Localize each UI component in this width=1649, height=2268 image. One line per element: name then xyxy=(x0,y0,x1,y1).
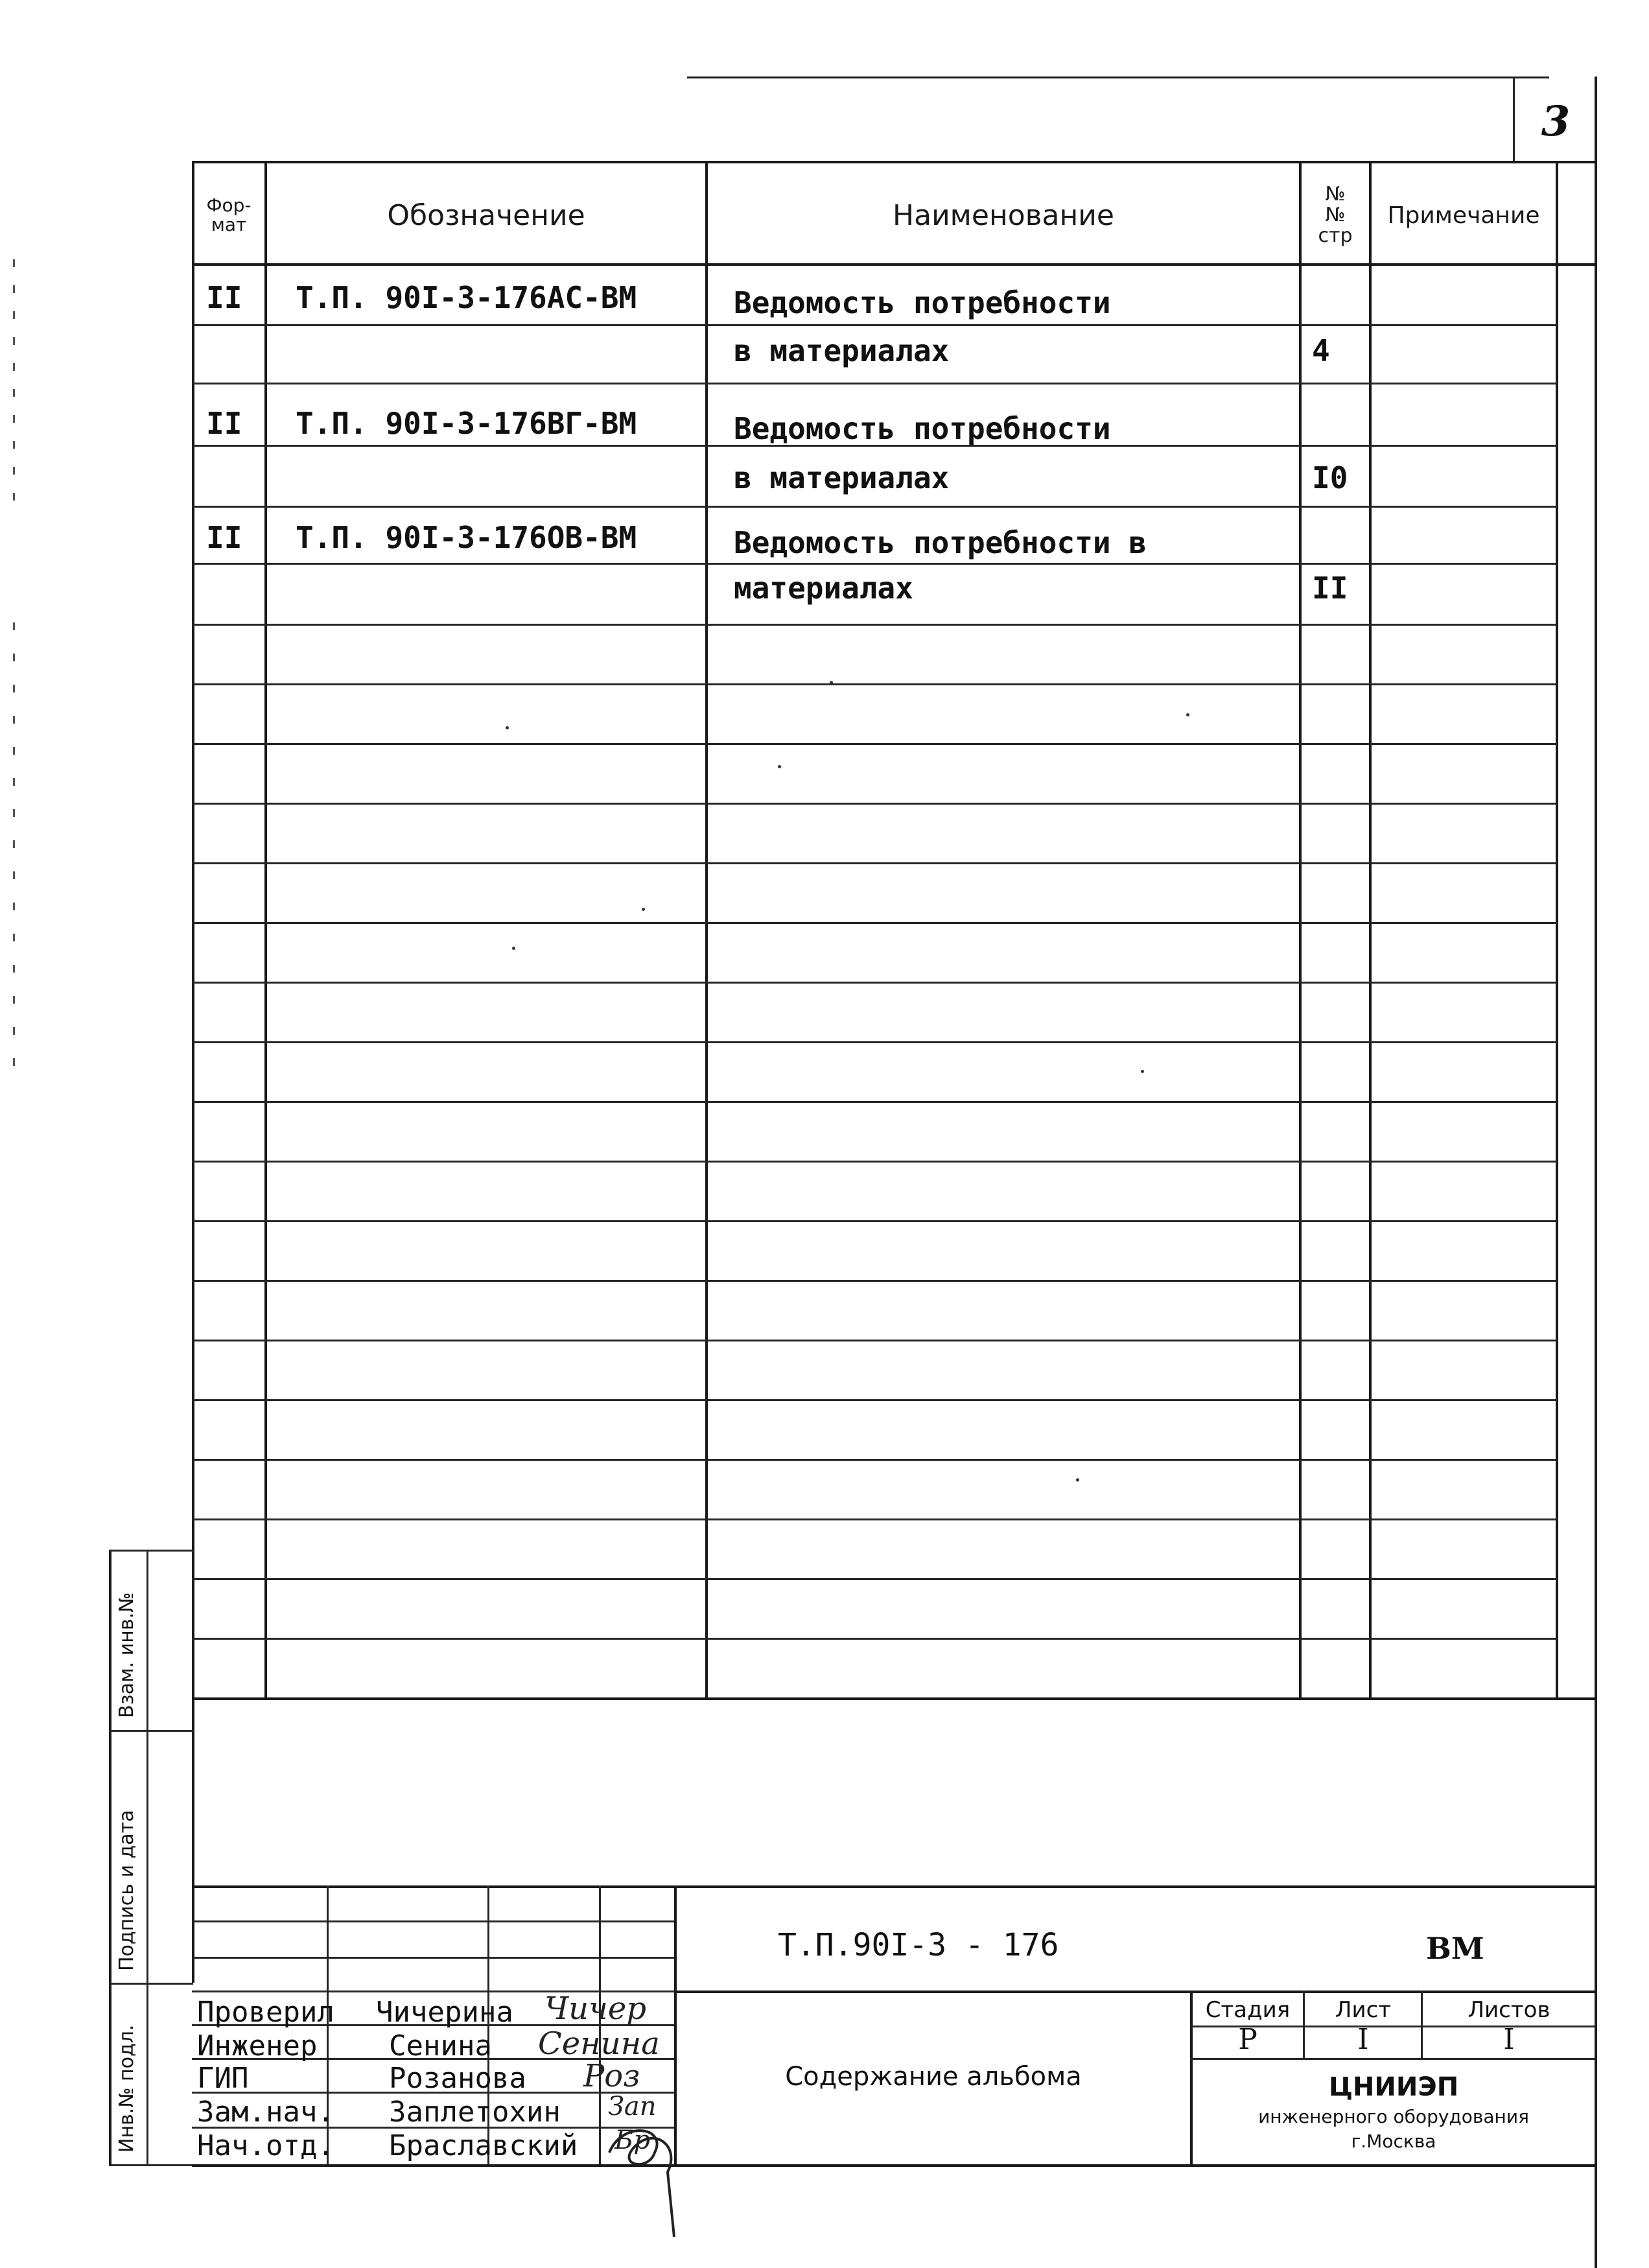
cell-page: 4 xyxy=(1312,333,1330,368)
table-top xyxy=(192,161,1597,163)
signer-name: Сенина xyxy=(389,2029,492,2062)
side-label-inv-orig: Инв.№ подл. xyxy=(115,2024,138,2153)
cell-designation: Т.П. 90I-3-176ВГ-ВМ xyxy=(296,406,637,441)
document-mark: ВМ xyxy=(1426,1931,1484,1966)
signer-name: Розанова xyxy=(389,2062,526,2095)
row-rule xyxy=(192,1459,1557,1461)
signer-role: Проверил xyxy=(197,1996,334,2029)
cell-designation: Т.П. 90I-3-176АС-ВМ xyxy=(296,280,637,315)
row-rule xyxy=(192,506,1557,508)
signer-name: Чичерина xyxy=(376,1996,513,2029)
scan-speck xyxy=(1141,1070,1144,1073)
titleblock-mid xyxy=(674,1990,1597,1993)
row-rule xyxy=(192,1220,1557,1222)
scan-speck xyxy=(506,726,509,729)
header-page: №№ стр xyxy=(1318,183,1353,247)
signer-role: Зам.нач. xyxy=(197,2096,334,2129)
row-rule xyxy=(192,862,1557,864)
scan-speck xyxy=(1076,1478,1079,1482)
row-rule xyxy=(192,1041,1557,1043)
row-rule xyxy=(192,1578,1557,1580)
cell-format: II xyxy=(206,406,242,441)
row-rule xyxy=(192,624,1557,626)
header-bottom xyxy=(192,263,1597,266)
row-rule xyxy=(192,324,1557,326)
row-rule xyxy=(192,1280,1557,1282)
margin-dash xyxy=(13,622,15,1076)
row-rule xyxy=(192,982,1557,984)
side-label-vzam-inv: Взам. инв.№ xyxy=(115,1592,138,1718)
header-format: Фор-мат xyxy=(206,195,251,235)
stage-col1 xyxy=(1303,1990,1305,2058)
cell-format: II xyxy=(206,280,242,315)
stage-label: Стадия xyxy=(1205,1997,1291,2023)
page-number-divider xyxy=(1513,77,1515,161)
scan-speck xyxy=(642,908,645,911)
header-designation: Обозначение xyxy=(387,198,585,232)
side-strip-left xyxy=(109,1550,111,2164)
signer-line-b xyxy=(192,1957,674,1959)
row-rule xyxy=(192,803,1557,805)
header-note: Примечание xyxy=(1387,202,1540,229)
signer-role: Инженер xyxy=(197,2029,318,2062)
cell-name: Ведомость потребности xyxy=(734,285,1111,320)
cell-page: II xyxy=(1312,571,1348,606)
cell-name: Ведомость потребности xyxy=(734,411,1111,446)
cell-name: в материалах xyxy=(734,460,950,495)
row-rule xyxy=(192,1518,1557,1520)
scan-speck xyxy=(778,765,781,768)
row-rule xyxy=(192,383,1557,384)
scan-speck xyxy=(1186,713,1189,716)
col-divider-designation xyxy=(705,161,708,1697)
frame-left xyxy=(192,161,194,1983)
row-rule xyxy=(192,563,1557,565)
cell-name: в материалах xyxy=(734,333,950,368)
sheet-value: I xyxy=(1357,2023,1369,2056)
row-rule xyxy=(192,683,1557,685)
side-strip-inner xyxy=(146,1550,148,2164)
cell-designation: Т.П. 90I-3-176ОВ-ВМ xyxy=(296,520,637,555)
sheet-label: Лист xyxy=(1335,1997,1392,2023)
org-subtitle: инженерного оборудования xyxy=(1258,2106,1529,2127)
signature: Роз xyxy=(583,2058,640,2094)
signer-role: ГИП xyxy=(197,2062,249,2095)
row-rule xyxy=(192,1399,1557,1401)
row-rule xyxy=(192,1101,1557,1103)
row-rule xyxy=(192,1161,1557,1163)
side-strip-bottom xyxy=(109,2164,193,2166)
side-label-signature-date: Подпись и дата xyxy=(115,1810,138,1971)
signature: Чичер xyxy=(544,1990,647,2027)
stage-value-line xyxy=(1190,2058,1595,2060)
table-right xyxy=(1556,161,1558,1697)
scan-speck xyxy=(830,681,833,684)
signer-name: Браславский xyxy=(389,2129,578,2162)
cell-format: II xyxy=(206,520,242,555)
col-divider-page xyxy=(1369,161,1372,1697)
stage-value: Р xyxy=(1238,2023,1257,2056)
signer-name: Заплетохин xyxy=(389,2096,561,2129)
page-number: 3 xyxy=(1541,97,1571,146)
cell-name: Ведомость потребности в xyxy=(734,525,1147,560)
titleblock-top xyxy=(192,1885,1597,1888)
sheets-value: I xyxy=(1503,2023,1515,2056)
frame-right xyxy=(1595,77,1597,2268)
org-name: ЦНИИЭП xyxy=(1328,2072,1459,2102)
cell-name: материалах xyxy=(734,571,913,606)
signature: Зап xyxy=(608,2092,657,2121)
org-city: г.Москва xyxy=(1351,2131,1436,2152)
row-rule xyxy=(192,922,1557,924)
row-rule xyxy=(192,1340,1557,1341)
signature: Сенина xyxy=(538,2026,660,2062)
table-bottom xyxy=(192,1697,1597,1700)
row-rule xyxy=(192,1638,1557,1640)
col-divider-format xyxy=(264,161,267,1697)
margin-dash xyxy=(13,259,15,506)
stage-col2 xyxy=(1421,1990,1423,2058)
side-strip-div1 xyxy=(109,1730,193,1732)
signer-role: Нач.отд. xyxy=(197,2129,334,2162)
top-rule xyxy=(687,77,1549,78)
document-code: Т.П.90I-3 - 176 xyxy=(778,1927,1059,1963)
scan-speck xyxy=(512,947,515,950)
titleblock-bottom xyxy=(192,2164,1597,2167)
side-strip-div2 xyxy=(109,1983,193,1985)
row-rule xyxy=(192,743,1557,745)
signature: Бр xyxy=(614,2125,650,2155)
signature-flourish-icon xyxy=(596,2114,726,2243)
document-title: Содержание альбома xyxy=(785,2062,1082,2092)
cell-page: I0 xyxy=(1312,460,1348,495)
header-name: Наименование xyxy=(893,198,1114,232)
sheets-label: Листов xyxy=(1468,1997,1550,2023)
col-divider-name xyxy=(1299,161,1302,1697)
side-strip-top xyxy=(109,1550,193,1552)
signer-line-a xyxy=(192,1920,674,1922)
